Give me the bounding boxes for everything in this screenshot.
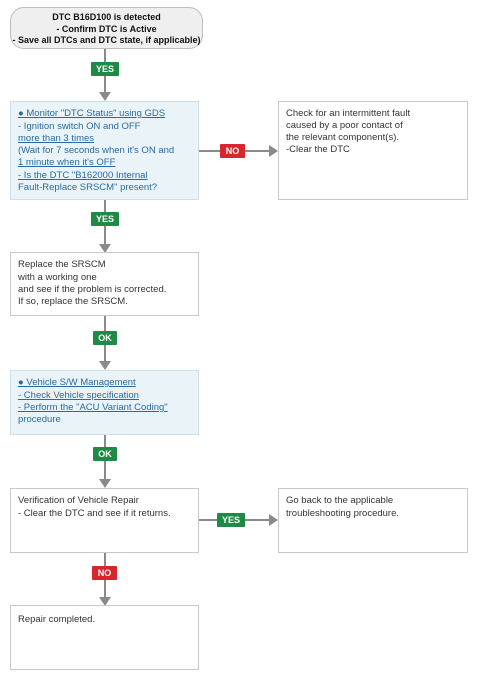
intermittent-line: -Clear the DTC [286, 144, 350, 155]
intermittent-line: caused by a poor contact of [286, 120, 403, 131]
more-than-3-times-link[interactable]: more than 3 times [18, 133, 95, 144]
is-dtc-present-link[interactable]: - Is the DTC "B162000 Internal [18, 170, 148, 181]
check-vehicle-spec-link[interactable]: - Check Vehicle specification [18, 390, 139, 401]
repair-completed-box [10, 605, 199, 670]
verification-box [10, 488, 199, 553]
vehicle-sw-management-box [10, 370, 199, 435]
one-minute-link[interactable]: 1 minute when it's OFF [18, 157, 116, 168]
arrow-down-icon [99, 479, 111, 488]
verify-line: - Clear the DTC and see if it returns. [18, 508, 171, 519]
no-label: NO [92, 566, 117, 580]
verify-line: Verification of Vehicle Repair [18, 495, 139, 506]
ok-label: OK [93, 447, 117, 461]
goback-line: troubleshooting procedure. [286, 508, 400, 519]
ok-label: OK [93, 331, 117, 345]
vehicle-sw-management-link[interactable]: ● Vehicle S/W Management [18, 377, 136, 388]
intermittent-line: the relevant component(s). [286, 132, 400, 143]
done-line: Repair completed. [18, 614, 96, 625]
monitor-dtc-status-link[interactable]: ● Monitor "DTC Status" using GDS [18, 108, 166, 119]
replace-line: and see if the problem is corrected. [18, 284, 167, 295]
intermittent-fault-box [278, 101, 468, 200]
start-title: DTC B16D100 is detected [52, 12, 161, 22]
arrow-right-icon [269, 145, 278, 157]
replace-srscm-box [10, 252, 199, 316]
replace-line: Replace the SRSCM [18, 259, 106, 270]
acu-variant-coding-link[interactable]: - Perform the "ACU Variant Coding" [18, 402, 168, 413]
arrow-down-icon [99, 361, 111, 370]
arrow-right-icon [269, 514, 278, 526]
intermittent-line: Check for an intermittent fault [286, 108, 411, 119]
replace-line: If so, replace the SRSCM. [18, 296, 128, 307]
yes-label: YES [91, 62, 119, 76]
start-confirm-active: - Confirm DTC is Active [56, 23, 157, 34]
no-label: NO [220, 144, 245, 158]
arrow-down-icon [99, 92, 111, 101]
start-node [10, 7, 203, 49]
wait-text: (Wait for 7 seconds when it's ON and [18, 145, 175, 156]
fault-replace-text: Fault-Replace SRSCM" present? [18, 182, 158, 193]
replace-line: with a working one [18, 272, 97, 283]
procedure-text: procedure [18, 414, 61, 425]
ignition-on-off-text: - Ignition switch ON and OFF [18, 121, 141, 132]
goback-line: Go back to the applicable [286, 495, 394, 506]
start-save-dtcs: - Save all DTCs and DTC state, if applicable) [12, 35, 201, 45]
yes-label: YES [217, 513, 245, 527]
monitor-dtc-status-box [10, 101, 199, 200]
go-back-box [278, 488, 468, 553]
yes-label: YES [91, 212, 119, 226]
